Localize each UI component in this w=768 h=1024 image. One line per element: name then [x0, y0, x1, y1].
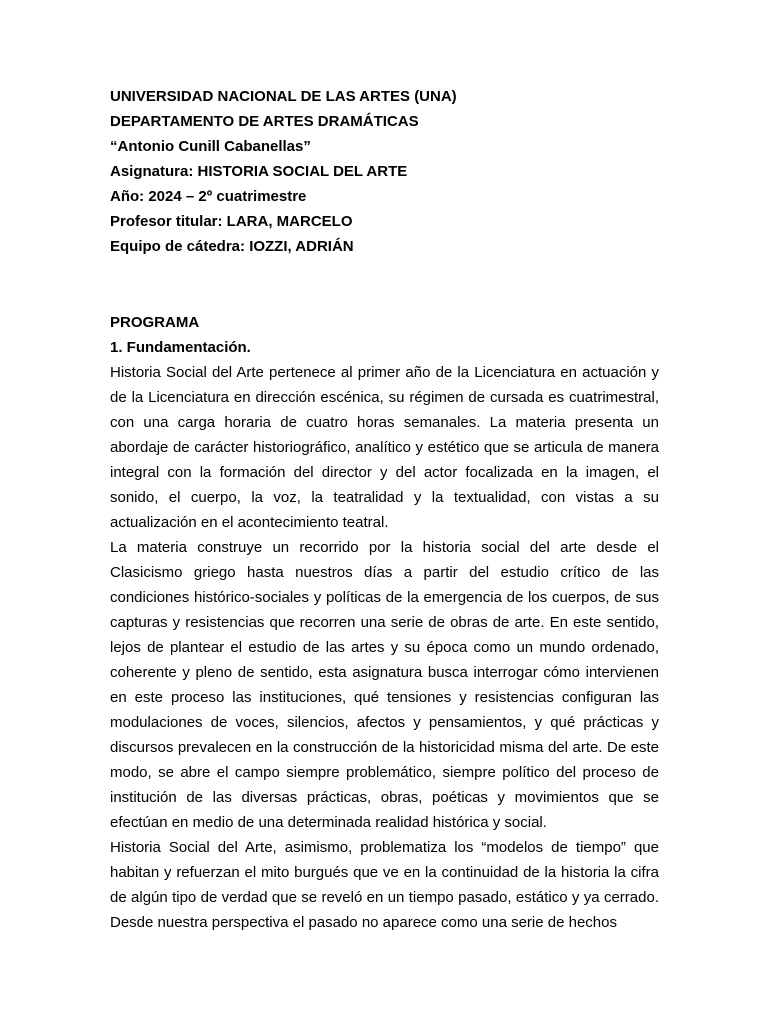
teaching-team: Equipo de cátedra: IOZZI, ADRIÁN [110, 238, 354, 255]
paragraph: Historia Social del Arte pertenece al primer año de la Licenciatura en actuación y de la Licenciatura en dirección escénica, su régimen de cursada es cuatrimestral, con una carga horaria de cuatro horas semanales. La materia presenta un abordaje de carácter historiográfico, analítico y estético que se articula de manera integral con la formación del director y del actor focalizada en la imagen, el sonido, el cuerpo, la voz, la teatralidad y la textualidad, con vistas a su actualización en el acontecimiento teatral. [110, 364, 659, 531]
document-header [110, 84, 457, 259]
course-year: Año: 2024 – 2º cuatrimestre [110, 188, 307, 205]
program-title: PROGRAMA [110, 314, 200, 331]
course-subject: Asignatura: HISTORIA SOCIAL DEL ARTE [110, 163, 408, 180]
department-honoree: “Antonio Cunill Cabanellas” [110, 138, 311, 155]
program-section [110, 310, 659, 935]
paragraph: Historia Social del Arte, asimismo, problematiza los “modelos de tiempo” que habitan y refuerzan el mito burgués que ve en la continuidad de la historia la cifra de algún tipo de verdad que se reveló en un tiempo pasado, estático y ya cerrado. Desde nuestra perspectiva el pasado no aparece como una serie de hechos [110, 839, 659, 931]
paragraph: La materia construye un recorrido por la historia social del arte desde el Clasicismo griego hasta nuestros días a partir del estudio crítico de las condiciones histórico-sociales y políticas de la emergencia de los cuerpos, de sus capturas y resistencias que recorren una serie de obras de arte. En este sentido, lejos de plantear el estudio de las artes y su época como un mundo ordenado, coherente y pleno de sentido, esta asignatura busca interrogar cómo intervienen en este proceso las instituciones, qué tensiones y resistencias configuran las modulaciones de voces, silencios, afectos y pensamientos, y qué prácticas y discursos prevalecen en la construcción de la historicidad misma del arte. De este modo, se abre el campo siempre problemático, siempre político del proceso de institución de las diversas prácticas, obras, poéticas y movimientos que se efectúan en medio de una determinada realidad histórica y social. [110, 539, 659, 831]
department-name: DEPARTAMENTO DE ARTES DRAMÁTICAS [110, 113, 419, 130]
section-heading: 1. Fundamentación. [110, 339, 251, 356]
university-name: UNIVERSIDAD NACIONAL DE LAS ARTES (UNA) [110, 88, 457, 105]
lead-professor: Profesor titular: LARA, MARCELO [110, 213, 353, 230]
